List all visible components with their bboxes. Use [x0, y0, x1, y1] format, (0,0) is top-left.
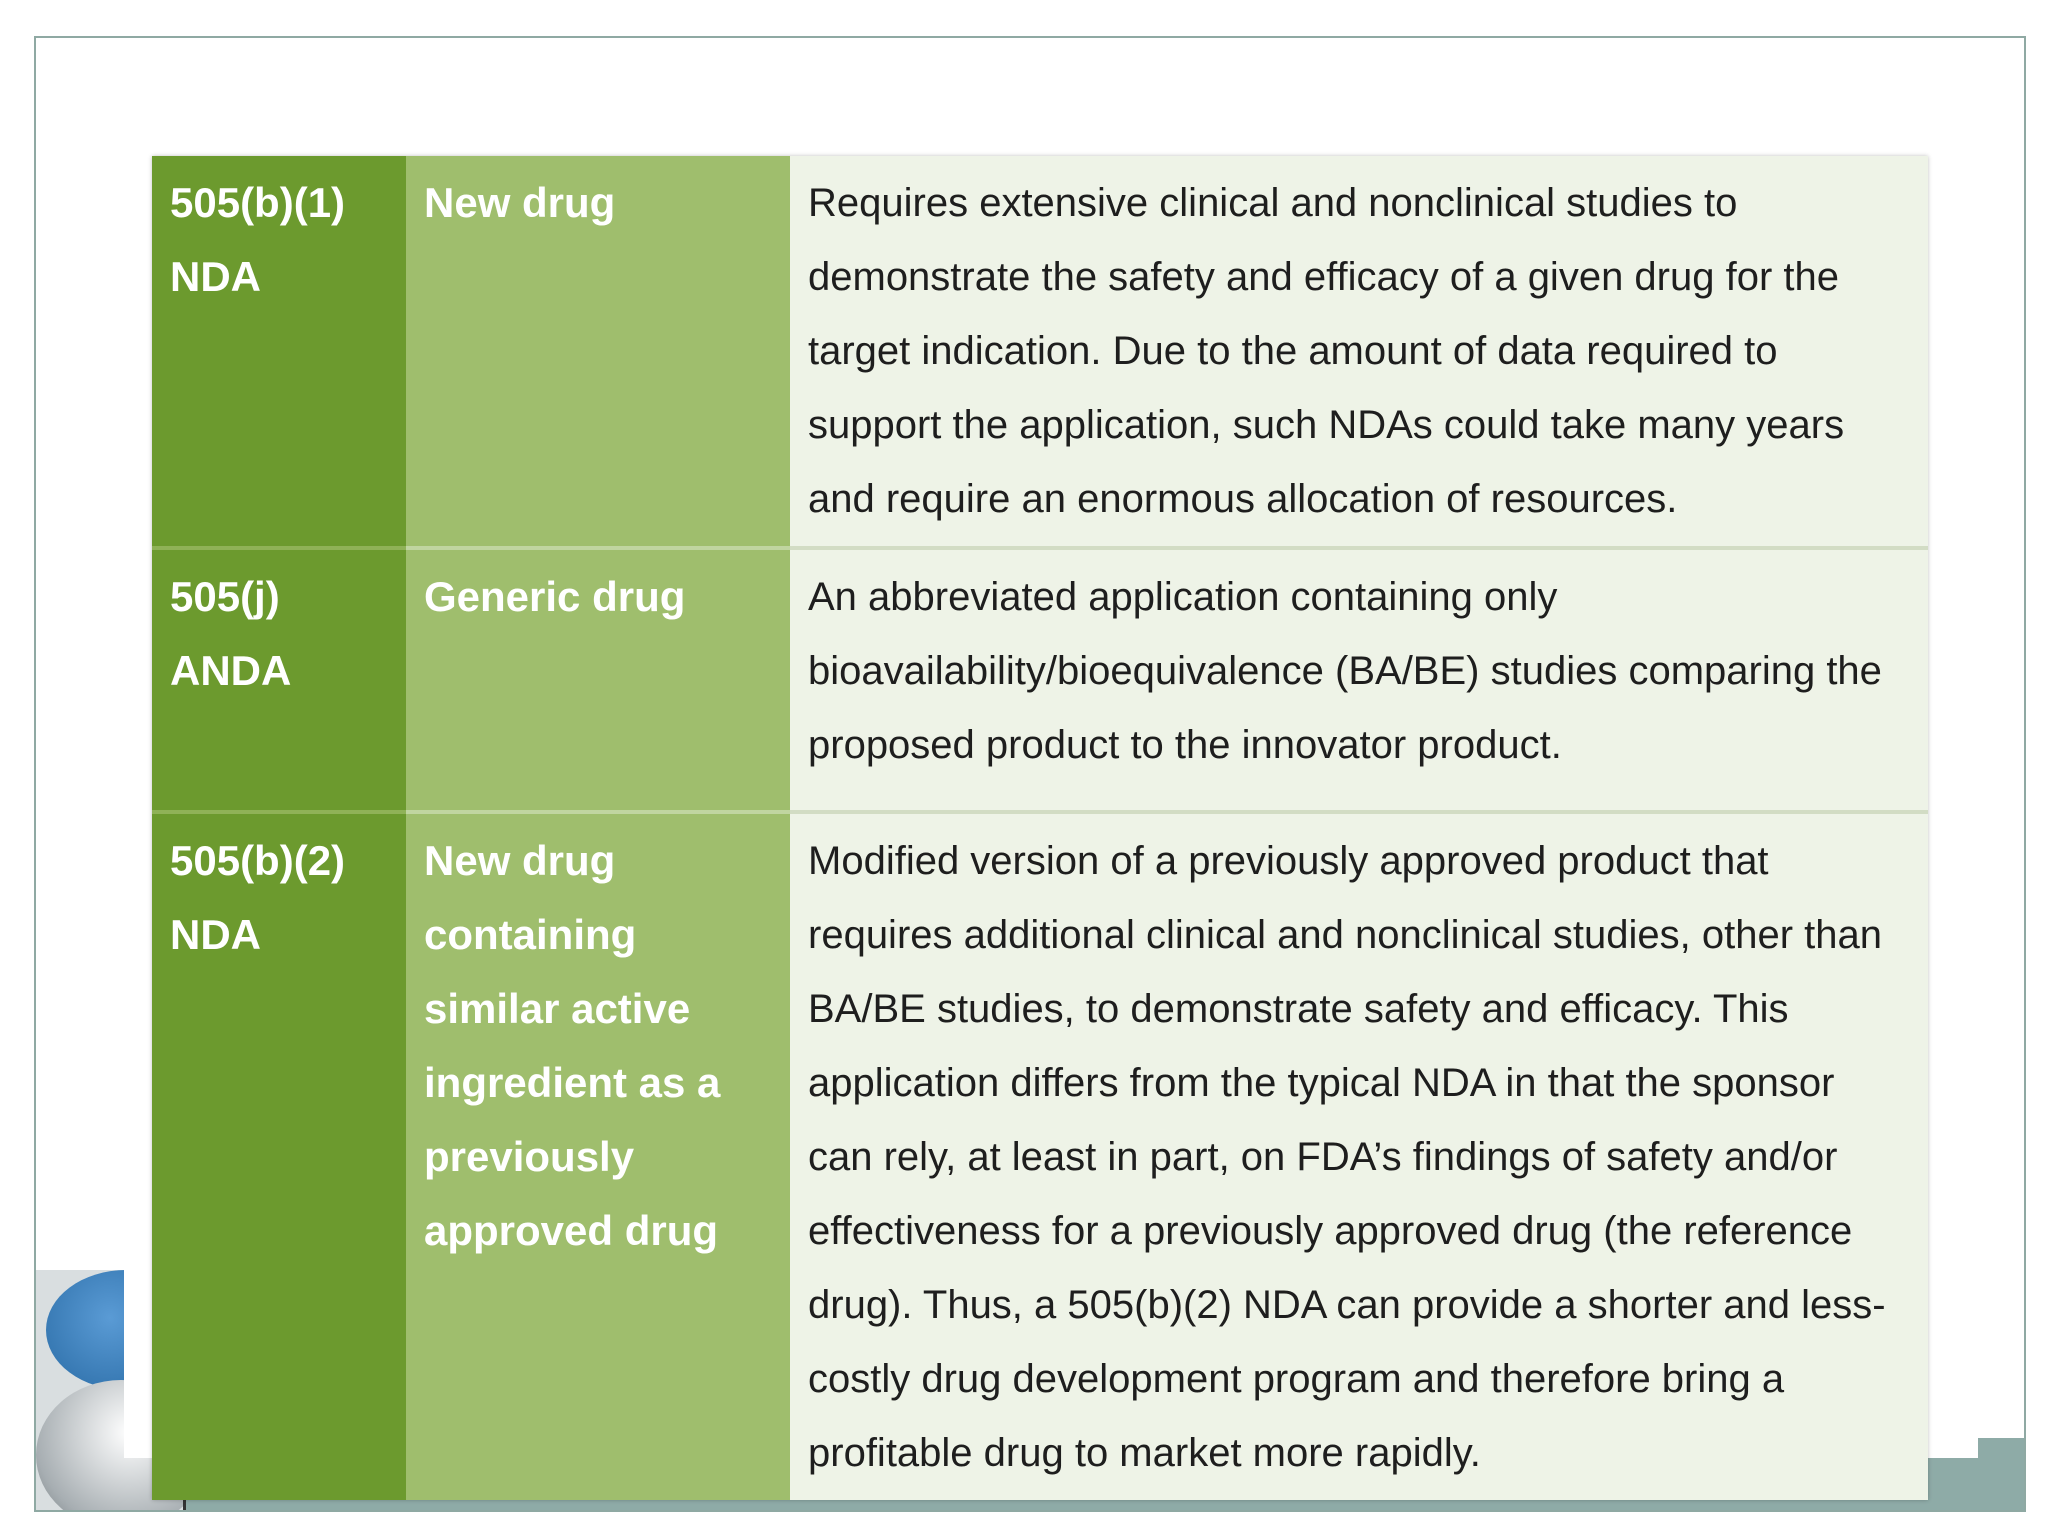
description-cell: Modified version of a previously approved product that requires additional clinical and nonclinical studies, other than BA/BE studies, to demonstrate safety and efficacy. This application differs from the typical NDA in that the sponsor can rely, at least in part, on FDA’s findings of safety and/or effectiveness for a previously approved drug (the reference drug). Thus, a 505(b)(2) NDA can provide a shorter and less-costly drug development program and therefore bring a profitable drug to market more rapidly.	[790, 812, 1928, 1500]
application-code-cell: 505(b)(1) NDA	[152, 156, 406, 548]
application-code-cell: 505(j) ANDA	[152, 548, 406, 812]
description-cell: An abbreviated application containing only bioavailability/bioequivalence (BA/BE) studies comparing the proposed product to the innovator product.	[790, 548, 1928, 812]
table-row	[152, 156, 1928, 548]
application-code-cell: 505(b)(2) NDA	[152, 812, 406, 1500]
description-cell: Requires extensive clinical and nonclinical studies to demonstrate the safety and efficacy of a given drug for the target indication. Due to the amount of data required to support the application, such NDAs could take many years and require an enormous allocation of resources.	[790, 156, 1928, 548]
drug-type-cell: Generic drug	[406, 548, 790, 812]
drug-type-cell: New drug containing similar active ingredient as a previously approved drug	[406, 812, 790, 1500]
drug-type-cell: New drug	[406, 156, 790, 548]
table-row	[152, 812, 1928, 1500]
application-types-table	[152, 156, 1928, 1500]
table-row	[152, 548, 1928, 812]
